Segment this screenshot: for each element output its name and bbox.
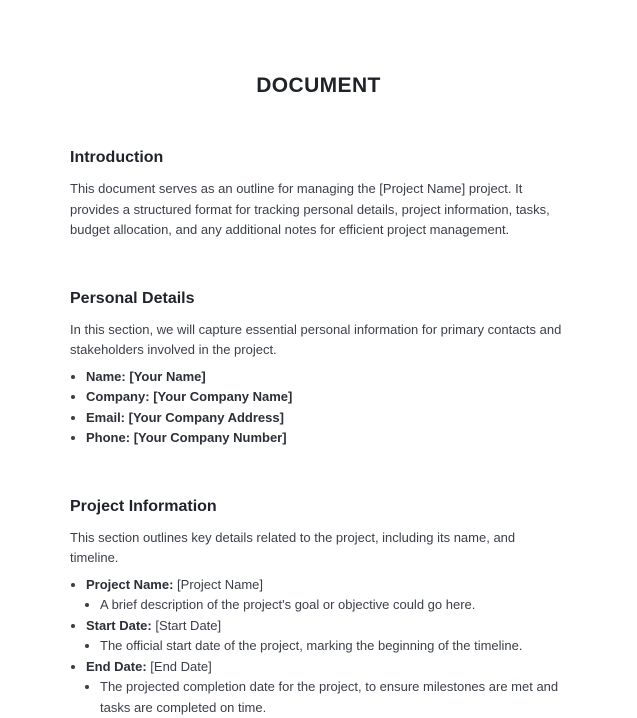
list-item-end-date xyxy=(86,657,567,718)
list-item-phone xyxy=(86,428,567,449)
list-item-company xyxy=(86,387,567,408)
item-value: [Your Company Number] xyxy=(134,430,287,445)
item-label: Company: xyxy=(86,389,150,404)
item-value: [End Date] xyxy=(150,659,211,674)
item-value: [Your Company Address] xyxy=(129,410,284,425)
document-title: DOCUMENT xyxy=(70,74,567,98)
section-introduction xyxy=(70,148,567,241)
start-date-sub-list xyxy=(86,636,567,657)
section-project-information xyxy=(70,497,567,718)
personal-details-list xyxy=(70,367,567,449)
item-value: [Your Name] xyxy=(129,369,205,384)
sub-item-description: • The official start date of the project, marking the beginning of the timeline. xyxy=(100,636,567,657)
item-value: [Your Company Name] xyxy=(153,389,292,404)
item-label: End Date: xyxy=(86,659,147,674)
personal-details-heading: Personal Details xyxy=(70,289,567,308)
item-label: Start Date: xyxy=(86,618,152,633)
introduction-paragraph: This document serves as an outline for managing the [Project Name] project. It provides a structured format for tracking personal details, project information, tasks, budget allocation, and any additional notes for efficient project management. xyxy=(70,179,567,241)
sub-item-description: • A brief description of the project's goal or objective could go here. xyxy=(100,595,567,616)
item-label: Name: xyxy=(86,369,126,384)
project-information-list xyxy=(70,575,567,718)
introduction-heading: Introduction xyxy=(70,148,567,167)
item-label: Email: xyxy=(86,410,125,425)
project-information-paragraph: This section outlines key details related to the project, including its name, and timeline. xyxy=(70,528,567,569)
list-item-start-date xyxy=(86,616,567,657)
list-item-project-name xyxy=(86,575,567,616)
list-item-name xyxy=(86,367,567,388)
item-value: [Start Date] xyxy=(155,618,221,633)
list-item-email xyxy=(86,408,567,429)
item-value: [Project Name] xyxy=(177,577,263,592)
item-label: Project Name: xyxy=(86,577,173,592)
personal-details-paragraph: In this section, we will capture essential personal information for primary contacts and stakeholders involved in the project. xyxy=(70,320,567,361)
end-date-sub-list xyxy=(86,677,567,718)
sub-item-description: • The projected completion date for the project, to ensure milestones are met and tasks are completed on time. xyxy=(100,677,567,718)
project-information-heading: Project Information xyxy=(70,497,567,516)
section-personal-details xyxy=(70,289,567,449)
project-name-sub-list xyxy=(86,595,567,616)
item-label: Phone: xyxy=(86,430,130,445)
